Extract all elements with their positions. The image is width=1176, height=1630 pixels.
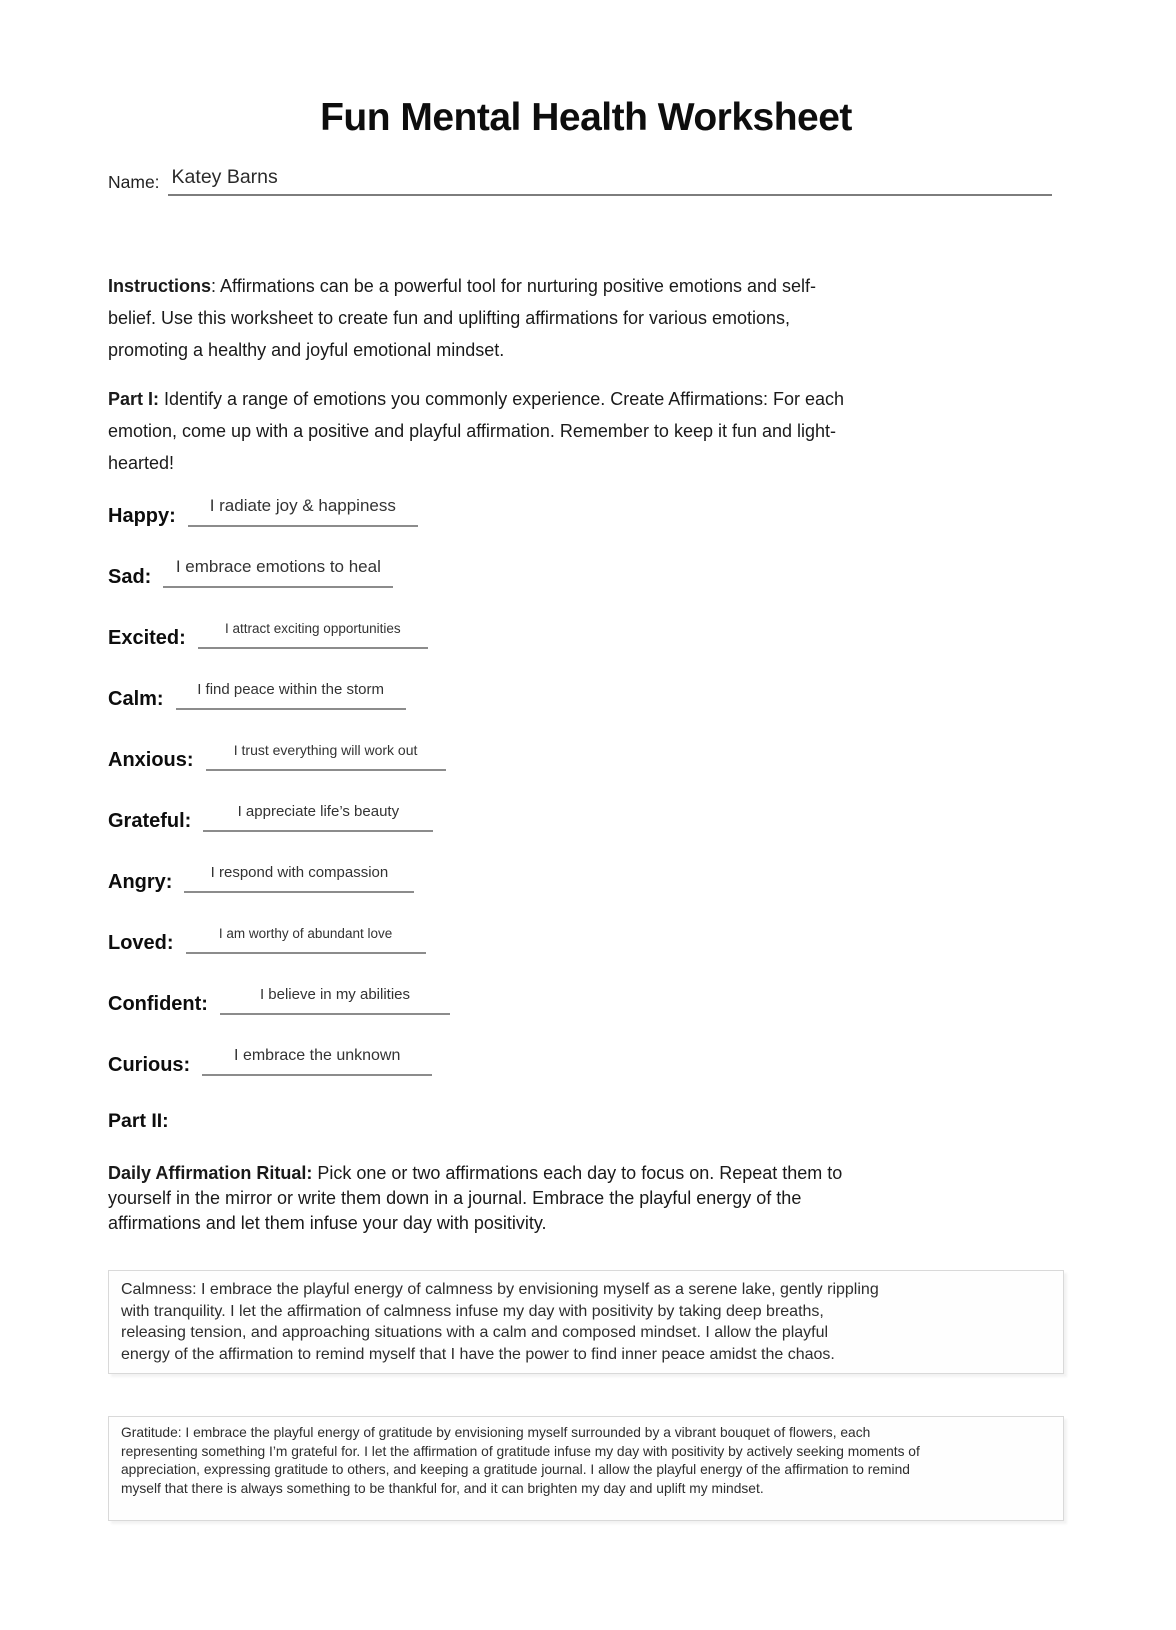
emotion-label: Calm: (108, 688, 164, 710)
emotion-answer-line[interactable] (203, 803, 433, 832)
emotion-answer-text: I appreciate life’s beauty (237, 803, 400, 820)
emotion-label: Anxious: (108, 749, 194, 771)
gratitude-box-line: representing something I’m grateful for. I let the affirmation of gratitude infuse my day with positivity by actively seeking moments of (121, 1443, 920, 1459)
emotion-label: Sad: (108, 566, 152, 588)
emotion-answer-text: I believe in my abilities (259, 986, 411, 1003)
ritual-line: yourself in the mirror or write them down in a journal. Embrace the playful energy of the (108, 1188, 802, 1208)
calmness-box-line: energy of the affirmation to remind myself that I have the power to find inner peace amidst the chaos. (121, 1345, 835, 1363)
emotion-answer-text: I embrace emotions to heal (175, 557, 381, 576)
ritual-label: Daily Affirmation Ritual: (108, 1163, 313, 1183)
emotion-answer-line[interactable] (202, 1047, 432, 1076)
part1-line: hearted! (108, 453, 175, 473)
emotion-row-sad (108, 548, 1064, 588)
emotion-row-calm (108, 670, 1064, 710)
instructions-line (108, 270, 1064, 302)
name-value: Katey Barns (171, 166, 278, 188)
emotion-row-anxious (108, 731, 1064, 771)
emotion-answer-line[interactable] (184, 864, 414, 893)
gratitude-response-box[interactable] (108, 1416, 1064, 1521)
ritual-text: Pick one or two affirmations each day to focus on. Repeat them to (312, 1163, 843, 1183)
ritual-line: affirmations and let them infuse your day with positivity. (108, 1213, 547, 1233)
emotion-row-grateful (108, 792, 1064, 832)
emotion-answer-text: I am worthy of abundant love (218, 926, 393, 941)
instructions-text: : Affirmations can be a powerful tool for nurturing positive emotions and self- (211, 276, 817, 296)
emotion-row-curious (108, 1036, 1064, 1076)
emotions-list (108, 487, 1064, 1076)
part1-text: Identify a range of emotions you commonly experience. Create Affirmations: For each (159, 389, 845, 409)
name-field-row (108, 166, 1064, 196)
emotion-label: Happy: (108, 505, 176, 527)
emotion-answer-text: I trust everything will work out (233, 742, 418, 758)
emotion-answer-line[interactable] (220, 986, 450, 1015)
page-title: Fun Mental Health Worksheet (320, 96, 852, 139)
emotion-row-happy (108, 487, 1064, 527)
emotion-row-loved (108, 914, 1064, 954)
ritual-line (108, 1161, 1064, 1186)
gratitude-box-line: Gratitude: I embrace the playful energy of gratitude by envisioning myself surrounded by a vibrant bouquet of flowers, each (121, 1425, 871, 1440)
calmness-box-line: releasing tension, and approaching situations with a calm and composed mindset. I allow the playful (121, 1324, 829, 1341)
emotion-row-excited (108, 609, 1064, 649)
emotion-answer-line[interactable] (186, 925, 426, 954)
emotion-label: Confident: (108, 993, 208, 1015)
gratitude-box-line: appreciation, expressing gratitude to others, and keeping a gratitude journal. I allow the playful energy of the affirmation to remind (121, 1462, 910, 1477)
calmness-response-box[interactable] (108, 1270, 1064, 1374)
emotion-answer-text: I radiate joy & happiness (209, 496, 396, 515)
name-input-line[interactable] (168, 166, 1052, 196)
part1-line (108, 383, 1064, 415)
emotion-answer-text: I find peace within the storm (197, 681, 384, 698)
emotion-label: Loved: (108, 932, 174, 954)
emotion-label: Angry: (108, 871, 173, 893)
gratitude-box-line: myself that there is always something to be thankful for, and it can brighten my day and uplift my mindset. (121, 1480, 764, 1496)
instructions-line: belief. Use this worksheet to create fun and uplifting affirmations for various emotions, (108, 308, 791, 328)
emotion-label: Excited: (108, 627, 186, 649)
emotion-label: Grateful: (108, 810, 192, 832)
emotion-row-angry (108, 853, 1064, 893)
emotion-answer-line[interactable] (206, 742, 446, 771)
instructions-label: Instructions (108, 276, 212, 296)
instructions-line: promoting a healthy and joyful emotional mindset. (108, 340, 505, 360)
calmness-box-line: with tranquility. I let the affirmation of calmness infuse my day with positivity by taking deep breaths, (121, 1302, 824, 1320)
emotion-answer-text: I embrace the unknown (234, 1047, 401, 1064)
ritual-paragraph (108, 1161, 1064, 1236)
emotion-answer-line[interactable] (198, 620, 428, 649)
part1-paragraph (108, 383, 1064, 479)
calmness-box-line: Calmness: I embrace the playful energy of calmness by envisioning myself as a serene lake, gently rippling (121, 1281, 879, 1298)
name-label: Name: (108, 172, 160, 192)
emotion-answer-line[interactable] (163, 557, 393, 588)
part2-heading: Part II: (108, 1110, 169, 1132)
part1-line: emotion, come up with a positive and playful affirmation. Remember to keep it fun and light- (108, 421, 837, 441)
emotion-answer-line[interactable] (188, 496, 418, 527)
emotion-answer-text: I respond with compassion (210, 864, 389, 881)
part1-label: Part I: (108, 389, 160, 409)
emotion-answer-text: I attract exciting opportunities (225, 621, 401, 636)
emotion-row-confident (108, 975, 1064, 1015)
instructions-paragraph (108, 270, 1064, 366)
emotion-label: Curious: (108, 1054, 191, 1076)
emotion-answer-line[interactable] (176, 681, 406, 710)
